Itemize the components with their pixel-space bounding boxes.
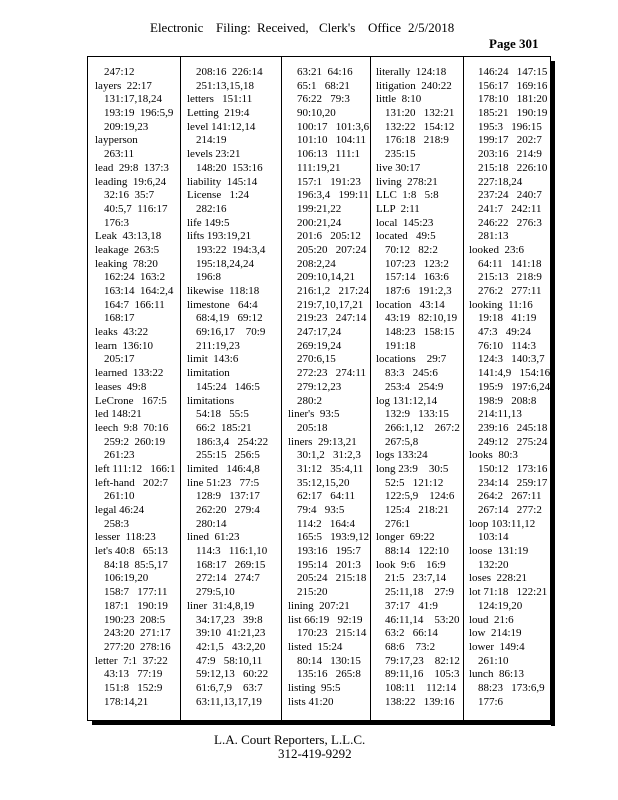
index-subentry: 89:11,16 105:3 xyxy=(385,668,460,681)
index-subentry: 216:1,2 217:24 xyxy=(297,285,370,297)
index-subentry: 269:19,24 xyxy=(297,339,342,352)
index-subentry: 178:10 181:20 xyxy=(478,93,548,106)
index-subentry: 282:16 xyxy=(196,202,227,215)
index-frame xyxy=(87,56,551,721)
index-entry: limitation xyxy=(187,367,230,380)
index-entry: line 51:23 77:5 xyxy=(187,476,260,489)
index-subentry: 88:23 173:6,9 xyxy=(478,681,545,694)
index-subentry: 199:21,22 xyxy=(297,202,342,215)
index-subentry: 191:18 xyxy=(385,339,416,352)
index-subentry: 162:24 163:2 xyxy=(104,271,166,284)
index-subentry: 135:16 265:8 xyxy=(297,668,361,681)
header-filing: Filing: xyxy=(216,20,251,35)
index-subentry: 187:6 191:2,3 xyxy=(385,285,452,297)
index-subentry: 205:24 215:18 xyxy=(297,572,367,585)
index-subentry: 196:3,4 199:11 xyxy=(297,189,369,202)
footer-phone: 312-419-9292 xyxy=(278,746,352,761)
index-subentry: 157:14 163:6 xyxy=(385,271,449,284)
index-subentry: 258:3 xyxy=(104,517,130,530)
index-entry: left-hand 202:7 xyxy=(95,476,169,489)
index-entry: lifts 193:19,21 xyxy=(187,230,252,243)
index-subentry: 43:19 82:10,19 xyxy=(385,312,458,325)
index-subentry: 141:4,9 154:16 xyxy=(478,367,551,380)
index-subentry: 205:18 xyxy=(297,421,328,434)
index-subentry: 40:5,7 116:17 xyxy=(104,202,168,215)
header-received: Received, xyxy=(257,20,309,35)
index-subentry: 83:3 245:6 xyxy=(385,367,438,380)
index-subentry: 66:2 185:21 xyxy=(196,421,252,434)
index-entry: limit 143:6 xyxy=(187,353,239,366)
index-entry: leases 49:8 xyxy=(95,380,147,393)
index-subentry: 46:11,14 53:20 xyxy=(385,613,460,626)
index-subentry: 209:19,23 xyxy=(104,120,149,133)
index-subentry: 270:6,15 xyxy=(297,353,336,366)
index-subentry: 280:14 xyxy=(196,517,227,530)
index-entry: listing 95:5 xyxy=(288,681,341,694)
index-subentry: 157:1 191:23 xyxy=(297,175,361,188)
index-column xyxy=(376,66,464,709)
index-entry: lead 29:8 137:3 xyxy=(95,161,169,174)
index-subentry: 193:22 194:3,4 xyxy=(196,243,266,256)
index-entry: lined 61:23 xyxy=(187,531,240,544)
index-subentry: 193:19 196:5,9 xyxy=(104,107,174,120)
index-subentry: 63:2 66:14 xyxy=(385,627,438,640)
index-subentry: 165:5 193:9,12 xyxy=(297,531,370,544)
index-subentry: 176:3 xyxy=(104,216,130,229)
index-entry: leaking 78:20 xyxy=(95,257,158,270)
index-entry: life 149:5 xyxy=(187,216,230,229)
index-subentry: 205:20 207:24 xyxy=(297,243,367,256)
index-subentry: 195:9 197:6,24 xyxy=(478,380,551,393)
index-subentry: 79:17,23 82:12 xyxy=(385,654,460,667)
index-subentry: 79:4 93:5 xyxy=(297,504,345,516)
index-entry: liners 29:13,21 xyxy=(288,435,357,448)
index-subentry: 80:14 130:15 xyxy=(297,654,361,667)
index-subentry: 100:17 101:3,6 xyxy=(297,120,370,133)
index-entry: loose 131:19 xyxy=(469,545,529,558)
index-subentry: 25:11,18 27:9 xyxy=(385,586,454,599)
index-subentry: 131:17,18,24 xyxy=(104,93,163,106)
index-entry: logs 133:24 xyxy=(376,449,428,462)
index-subentry: 195:3 196:15 xyxy=(478,120,542,133)
index-subentry: 68:6 73:2 xyxy=(385,640,436,653)
index-subentry: 32:16 35:7 xyxy=(104,189,155,202)
index-entry: lower 149:4 xyxy=(469,640,525,653)
index-entry: LeCrone 167:5 xyxy=(95,394,167,407)
index-entry: lining 207:21 xyxy=(288,599,350,612)
index-entry: leaks 43:22 xyxy=(95,326,149,339)
index-entry: lot 71:18 122:21 xyxy=(469,586,548,599)
index-subentry: 42:1,5 43:2,20 xyxy=(196,640,266,653)
index-subentry: 108:11 112:14 xyxy=(385,681,457,694)
index-entry: limitations xyxy=(187,394,235,407)
index-entry: likewise 118:18 xyxy=(187,285,260,297)
index-subentry: 145:24 146:5 xyxy=(196,380,260,393)
index-entry: looking 11:16 xyxy=(469,298,533,311)
index-subentry: 215:18 226:10 xyxy=(478,161,548,174)
index-subentry: 70:12 82:2 xyxy=(385,243,438,256)
index-subentry: 158:7 177:11 xyxy=(104,586,168,599)
index-entry: lists 41:20 xyxy=(288,695,334,708)
index-subentry: 259:2 260:19 xyxy=(104,435,166,448)
index-subentry: 125:4 218:21 xyxy=(385,504,449,516)
index-subentry: 54:18 55:5 xyxy=(196,408,249,421)
index-subentry: 205:17 xyxy=(104,353,135,366)
index-entry: live 30:17 xyxy=(376,161,421,174)
index-subentry: 138:22 139:16 xyxy=(385,695,455,708)
index-entry: learned 133:22 xyxy=(95,367,164,380)
index-entry: log 131:12,14 xyxy=(376,394,438,407)
index-subentry: 52:5 121:12 xyxy=(385,476,444,489)
index-subentry: 241:7 242:11 xyxy=(478,202,542,215)
index-subentry: 279:12,23 xyxy=(297,380,342,393)
index-subentry: 164:7 166:11 xyxy=(104,298,165,311)
index-entry: looks 80:3 xyxy=(469,449,518,462)
index-subentry: 187:1 190:19 xyxy=(104,599,168,612)
index-subentry: 124:19,20 xyxy=(478,599,523,612)
index-subentry: 62:17 64:11 xyxy=(297,490,355,503)
index-entry: limited 146:4,8 xyxy=(187,462,260,475)
index-subentry: 214:11,13 xyxy=(478,408,522,421)
index-subentry: 122:5,9 124:6 xyxy=(385,490,455,503)
index-subentry: 63:11,13,17,19 xyxy=(196,695,262,708)
index-subentry: 148:23 158:15 xyxy=(385,326,455,339)
index-entry: layperson xyxy=(95,134,138,147)
index-subentry: 163:14 164:2,4 xyxy=(104,285,174,297)
index-subentry: 111:19,21 xyxy=(297,161,341,174)
index-subentry: 255:15 256:5 xyxy=(196,449,260,462)
index-subentry: 132:9 133:15 xyxy=(385,408,449,421)
index-subentry: 267:5,8 xyxy=(385,435,419,448)
index-subentry: 177:6 xyxy=(478,695,504,708)
index-column xyxy=(187,66,275,709)
index-subentry: 219:23 247:14 xyxy=(297,312,367,325)
index-entry: let's 40:8 65:13 xyxy=(95,545,168,558)
index-entry: leakage 263:5 xyxy=(95,243,160,256)
index-subentry: 261:10 xyxy=(104,490,135,503)
index-subentry: 253:4 254:9 xyxy=(385,380,444,393)
index-subentry: 203:16 214:9 xyxy=(478,148,542,161)
index-subentry: 30:1,2 31:2,3 xyxy=(297,449,361,462)
index-subentry: 64:11 141:18 xyxy=(478,257,542,270)
index-entry: leech 9:8 70:16 xyxy=(95,421,169,434)
index-subentry: 132:22 154:12 xyxy=(385,120,455,133)
index-subentry: 247:17,24 xyxy=(297,326,342,339)
index-column xyxy=(288,66,376,709)
index-subentry: 107:23 123:2 xyxy=(385,257,449,270)
index-subentry: 277:20 278:16 xyxy=(104,640,171,653)
index-entry: look 9:6 16:9 xyxy=(376,558,446,571)
index-entry: loud 21:6 xyxy=(469,613,514,626)
index-subentry: 178:14,21 xyxy=(104,695,149,708)
index-entry: located 49:5 xyxy=(376,230,436,243)
index-subentry: 76:22 79:3 xyxy=(297,93,350,106)
index-subentry: 215:20 xyxy=(297,586,328,599)
index-entry: leading 19:6,24 xyxy=(95,175,167,188)
index-entry: loop 103:11,12 xyxy=(469,517,536,530)
index-subentry: 90:10,20 xyxy=(297,107,336,120)
index-subentry: 200:21,24 xyxy=(297,216,342,229)
index-subentry: 196:8 xyxy=(196,271,222,284)
index-subentry: 246:22 276:3 xyxy=(478,216,542,229)
index-subentry: 267:14 277:2 xyxy=(478,504,542,516)
index-column xyxy=(469,66,557,709)
index-subentry: 128:9 137:17 xyxy=(196,490,260,503)
index-subentry: 37:17 41:9 xyxy=(385,599,438,612)
index-entry: local 145:23 xyxy=(376,216,434,229)
index-entry: low 214:19 xyxy=(469,627,522,640)
index-subentry: 19:18 41:19 xyxy=(478,312,537,325)
index-subentry: 249:12 275:24 xyxy=(478,435,548,448)
index-subentry: 201:6 205:12 xyxy=(297,230,361,243)
index-subentry: 59:12,13 60:22 xyxy=(196,668,269,681)
index-entry: literally 124:18 xyxy=(376,66,447,78)
index-subentry: 61:6,7,9 63:7 xyxy=(196,681,263,694)
index-entry: locations 29:7 xyxy=(376,353,447,366)
index-subentry: 124:3 140:3,7 xyxy=(478,353,545,366)
index-subentry: 235:15 xyxy=(385,148,416,161)
index-subentry: 106:19,20 xyxy=(104,572,149,585)
index-subentry: 114:3 116:1,10 xyxy=(196,545,268,558)
index-subentry: 272:14 274:7 xyxy=(196,572,260,585)
index-subentry: 272:23 274:11 xyxy=(297,367,366,380)
index-subentry: 198:9 208:8 xyxy=(478,394,537,407)
index-subentry: 69:16,17 70:9 xyxy=(196,326,266,339)
index-entry: levels 23:21 xyxy=(187,148,241,161)
index-entry: lunch 86:13 xyxy=(469,668,524,681)
index-entry: LLC 1:8 5:8 xyxy=(376,189,439,202)
index-entry: litigation 240:22 xyxy=(376,79,452,92)
index-entry: letter 7:1 37:22 xyxy=(95,654,168,667)
index-entry: level 141:12,14 xyxy=(187,120,256,133)
index-subentry: 185:21 190:19 xyxy=(478,107,548,120)
index-entry: loses 228:21 xyxy=(469,572,528,585)
index-subentry: 209:10,14,21 xyxy=(297,271,356,284)
index-subentry: 243:20 271:17 xyxy=(104,627,171,640)
index-subentry: 262:20 279:4 xyxy=(196,504,260,516)
index-subentry: 195:18,24,24 xyxy=(196,257,255,270)
header-date: 2/5/2018 xyxy=(408,20,455,35)
index-entry: lesser 118:23 xyxy=(95,531,156,544)
index-subentry: 150:12 173:16 xyxy=(478,462,548,475)
column-divider xyxy=(281,57,282,720)
index-subentry: 266:1,12 267:2 xyxy=(385,421,460,434)
index-subentry: 88:14 122:10 xyxy=(385,545,449,558)
index-entry: longer 69:22 xyxy=(376,531,435,544)
index-subentry: 208:16 226:14 xyxy=(196,66,263,78)
index-subentry: 132:20 xyxy=(478,558,509,571)
index-subentry: 31:12 35:4,11 xyxy=(297,462,364,475)
index-entry: living 278:21 xyxy=(376,175,438,188)
index-entry: long 23:9 30:5 xyxy=(376,462,449,475)
index-subentry: 208:2,24 xyxy=(297,257,336,270)
index-entry: layers 22:17 xyxy=(95,79,152,92)
index-entry: left 111:12 166:1 xyxy=(95,462,176,475)
index-subentry: 103:14 xyxy=(478,531,509,544)
index-subentry: 68:4,19 69:12 xyxy=(196,312,263,325)
index-subentry: 76:10 114:3 xyxy=(478,339,536,352)
index-subentry: 261:23 xyxy=(104,449,135,462)
index-subentry: 21:5 23:7,14 xyxy=(385,572,447,585)
index-subentry: 193:16 195:7 xyxy=(297,545,361,558)
index-subentry: 264:2 267:11 xyxy=(478,490,542,503)
index-subentry: 39:10 41:21,23 xyxy=(196,627,266,640)
index-subentry: 186:3,4 254:22 xyxy=(196,435,269,448)
index-entry: letters 151:11 xyxy=(187,93,253,106)
index-subentry: 148:20 153:16 xyxy=(196,161,263,174)
index-subentry: 263:11 xyxy=(104,148,135,161)
index-subentry: 47:3 49:24 xyxy=(478,326,531,339)
index-subentry: 168:17 269:15 xyxy=(196,558,266,571)
index-entry: learn 136:10 xyxy=(95,339,154,352)
index-subentry: 63:21 64:16 xyxy=(297,66,353,78)
header-clerks: Clerk's xyxy=(319,20,356,35)
footer-company: L.A. Court Reporters, L.L.C. xyxy=(214,732,366,747)
index-subentry: 65:1 68:21 xyxy=(297,79,350,92)
index-entry: LLP 2:11 xyxy=(376,202,420,215)
index-subentry: 190:23 208:5 xyxy=(104,613,166,626)
index-subentry: 43:13 77:19 xyxy=(104,668,163,681)
index-entry: limestone 64:4 xyxy=(187,298,258,311)
index-subentry: 280:2 xyxy=(297,394,323,407)
index-column xyxy=(95,66,183,709)
frame-shadow xyxy=(92,721,555,725)
index-subentry: 251:13,15,18 xyxy=(196,79,255,92)
index-entry: legal 46:24 xyxy=(95,504,145,516)
index-entry: led 148:21 xyxy=(95,408,142,421)
index-subentry: 227:18,24 xyxy=(478,175,523,188)
index-subentry: 276:1 xyxy=(385,517,411,530)
index-subentry: 156:17 169:16 xyxy=(478,79,548,92)
index-subentry: 215:13 218:9 xyxy=(478,271,542,284)
index-subentry: 214:19 xyxy=(196,134,227,147)
index-subentry: 101:10 104:11 xyxy=(297,134,366,147)
header-office: Office xyxy=(368,20,401,35)
index-subentry: 219:7,10,17,21 xyxy=(297,298,364,311)
index-subentry: 114:2 164:4 xyxy=(297,517,355,530)
index-subentry: 34:17,23 39:8 xyxy=(196,613,263,626)
index-subentry: 106:13 111:1 xyxy=(297,148,361,161)
index-entry: liner's 93:5 xyxy=(288,408,340,421)
index-subentry: 176:18 218:9 xyxy=(385,134,449,147)
index-subentry: 195:14 201:3 xyxy=(297,558,361,571)
index-entry: License 1:24 xyxy=(187,189,250,202)
index-entry: list 66:19 92:19 xyxy=(288,613,363,626)
page-number: Page 301 xyxy=(489,36,539,51)
index-subentry: 239:16 245:18 xyxy=(478,421,548,434)
index-subentry: 199:17 202:7 xyxy=(478,134,542,147)
index-entry: Letting 219:4 xyxy=(187,107,250,120)
index-entry: listed 15:24 xyxy=(288,640,343,653)
index-subentry: 234:14 259:17 xyxy=(478,476,548,489)
index-entry: looked 23:6 xyxy=(469,243,524,256)
index-subentry: 131:20 132:21 xyxy=(385,107,455,120)
index-subentry: 237:24 240:7 xyxy=(478,189,542,202)
index-subentry: 146:24 147:15 xyxy=(478,66,548,78)
index-entry: little 8:10 xyxy=(376,93,422,106)
index-entry: liner 31:4,8,19 xyxy=(187,599,255,612)
index-subentry: 281:13 xyxy=(478,230,509,243)
index-entry: location 43:14 xyxy=(376,298,445,311)
index-subentry: 276:2 277:11 xyxy=(478,285,542,297)
index-subentry: 151:8 152:9 xyxy=(104,681,163,694)
index-subentry: 170:23 215:14 xyxy=(297,627,367,640)
index-subentry: 84:18 85:5,17 xyxy=(104,558,168,571)
index-entry: Leak 43:13,18 xyxy=(95,230,162,243)
index-entry: liability 145:14 xyxy=(187,175,258,188)
index-subentry: 211:19,23 xyxy=(196,339,240,352)
index-subentry: 35:12,15,20 xyxy=(297,476,350,489)
index-subentry: 279:5,10 xyxy=(196,586,235,599)
header-electronic: Electronic xyxy=(150,20,204,35)
index-subentry: 168:17 xyxy=(104,312,135,325)
index-subentry: 47:9 58:10,11 xyxy=(196,654,263,667)
index-subentry: 247:12 xyxy=(104,66,135,78)
index-subentry: 261:10 xyxy=(478,654,509,667)
